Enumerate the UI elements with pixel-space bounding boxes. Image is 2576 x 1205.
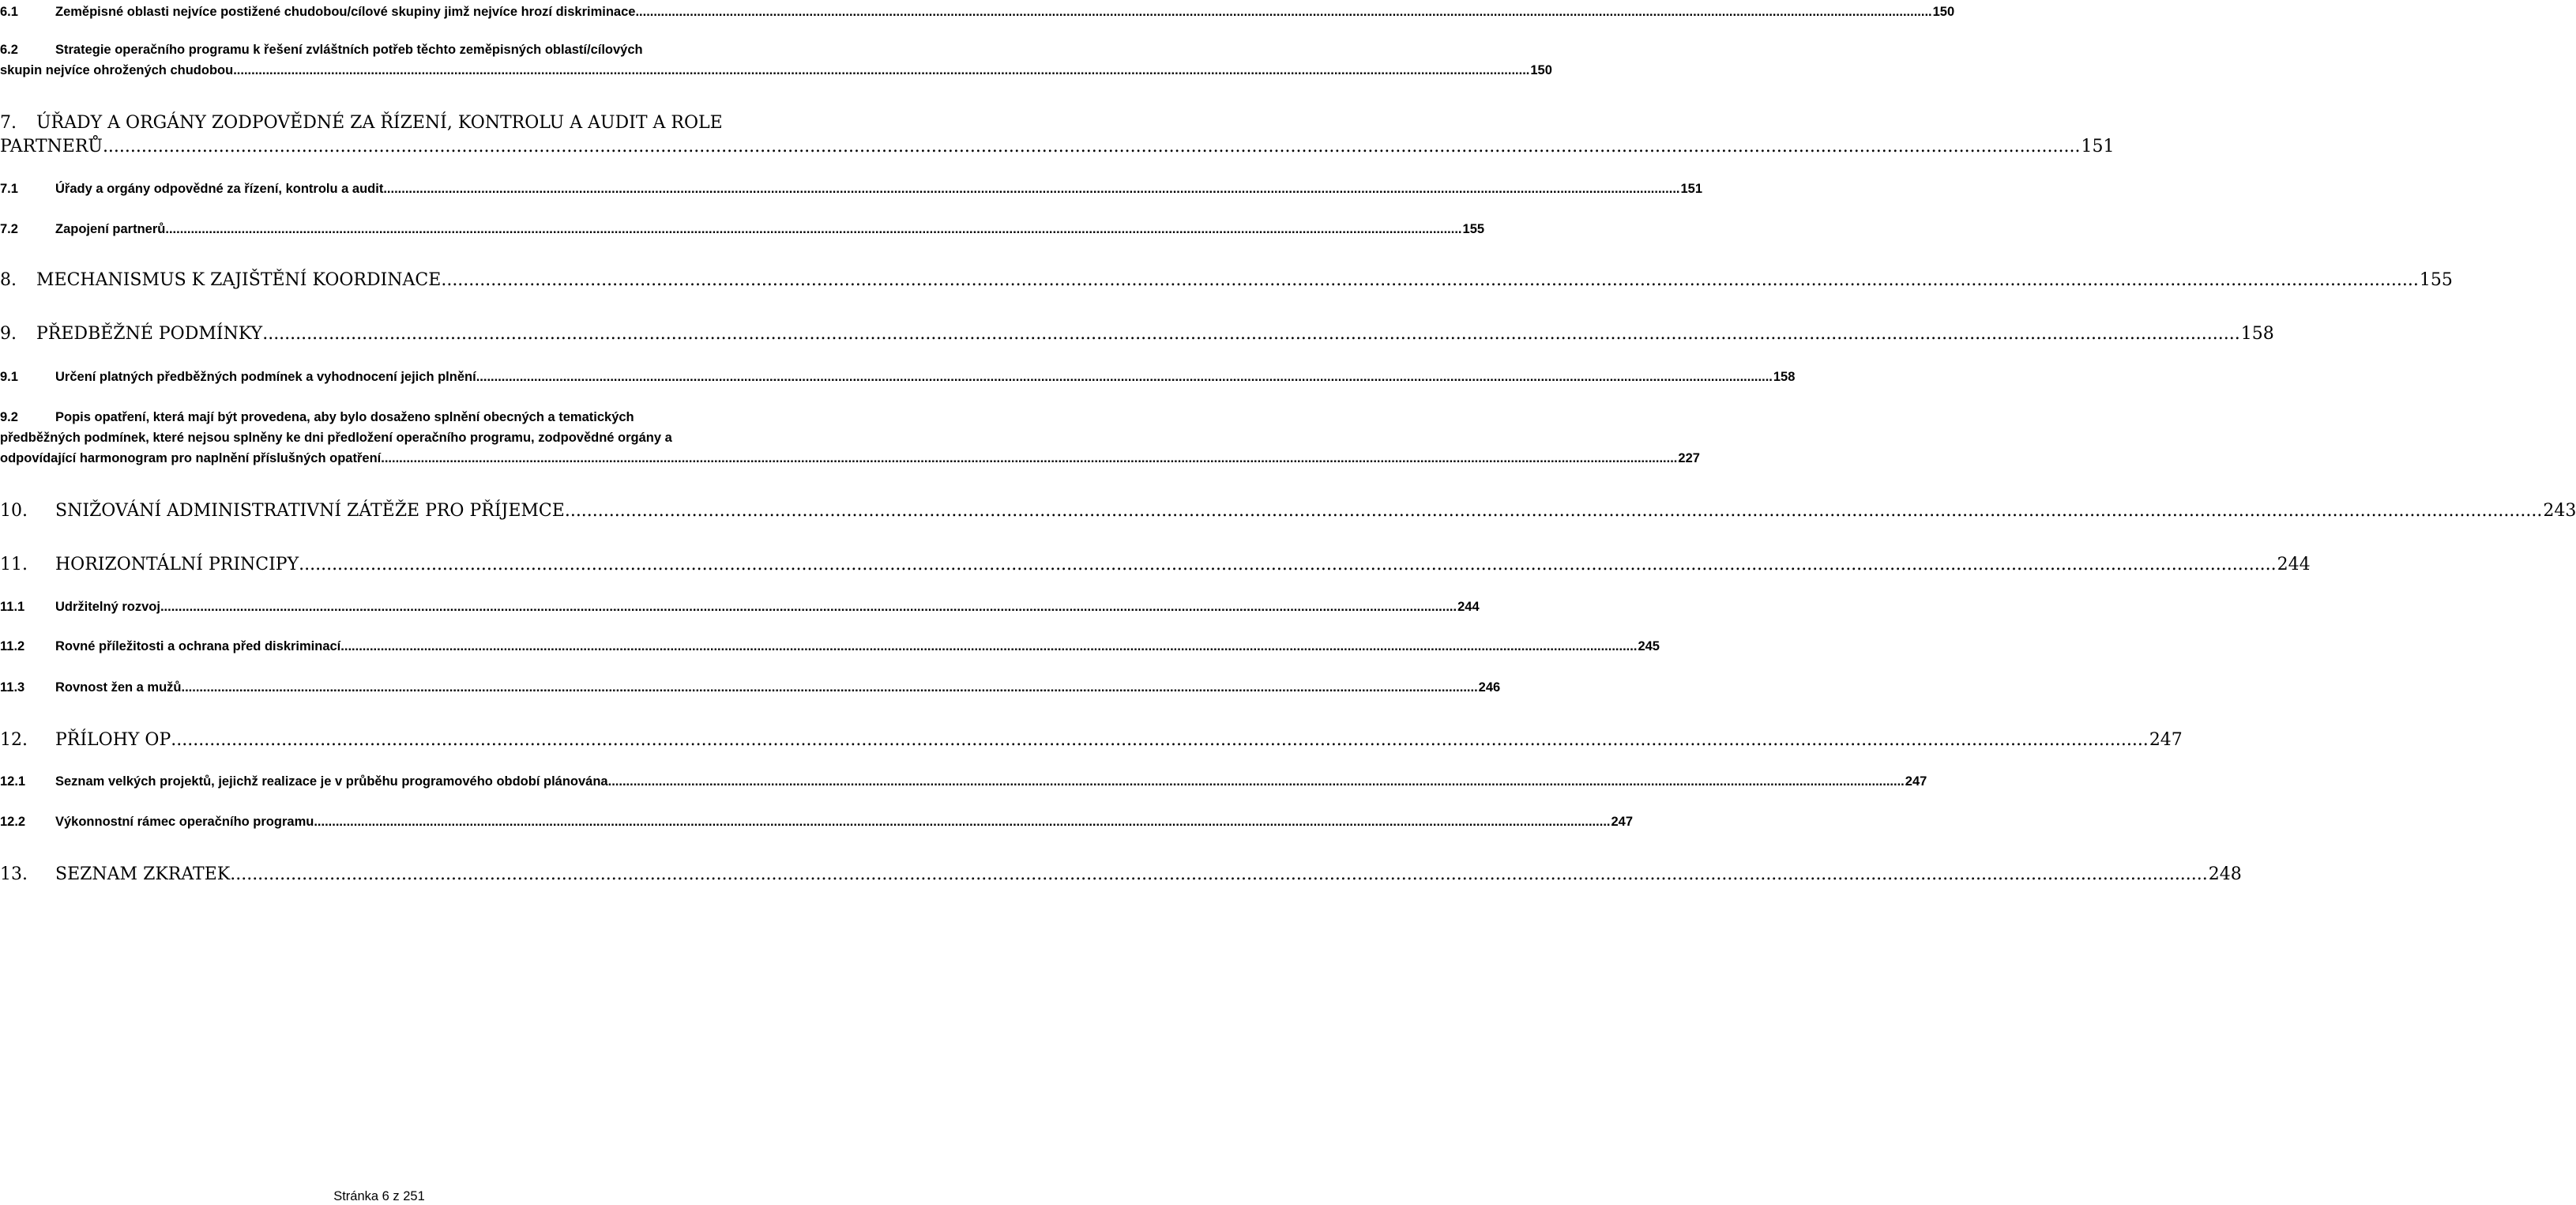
toc-number: 6.2 bbox=[0, 43, 18, 57]
toc-title: Výkonnostní rámec operačního programu bbox=[55, 815, 314, 829]
toc-page: 151 bbox=[2081, 137, 2115, 156]
toc-page: 248 bbox=[2208, 864, 2242, 884]
toc-number: 13. bbox=[0, 864, 28, 884]
toc-entry-11-1[interactable] bbox=[0, 597, 1480, 617]
toc-title: Rovné příležitosti a ochrana před diskriminací bbox=[55, 639, 341, 653]
toc-title: PŘÍLOHY OP bbox=[55, 730, 171, 750]
toc-entry-10[interactable] bbox=[0, 499, 2576, 523]
toc-number: 9. bbox=[0, 324, 17, 344]
toc-title: Zapojení partnerů bbox=[55, 222, 166, 236]
leader-dots bbox=[476, 367, 1773, 387]
toc-title: MECHANISMUS K ZAJIŠTĚNÍ KOORDINACE bbox=[36, 270, 442, 290]
toc-page: 245 bbox=[1638, 639, 1660, 653]
toc-number: 12.2 bbox=[0, 815, 26, 829]
toc-number: 7.1 bbox=[0, 182, 18, 196]
toc-number: 11.1 bbox=[0, 600, 25, 614]
toc-number: 12.1 bbox=[0, 774, 26, 789]
toc-page: 155 bbox=[2419, 270, 2453, 290]
toc-entry-8[interactable] bbox=[0, 269, 2453, 292]
toc-entry-6-2[interactable] bbox=[0, 40, 1552, 81]
leader-dots bbox=[314, 811, 1610, 832]
leader-dots bbox=[565, 499, 2543, 523]
toc-number: 11.3 bbox=[0, 680, 25, 695]
toc-number: 9.2 bbox=[0, 410, 18, 424]
toc-title: PŘEDBĚŽNÉ PODMÍNKY bbox=[36, 324, 263, 344]
toc-page: 227 bbox=[1678, 451, 1700, 465]
leader-dots bbox=[381, 448, 1677, 469]
toc-title-line-2: PARTNERŮ bbox=[0, 137, 103, 156]
leader-dots bbox=[165, 219, 1461, 239]
toc-number: 6.1 bbox=[0, 5, 18, 19]
toc-title: HORIZONTÁLNÍ PRINCIPY bbox=[55, 555, 299, 574]
toc-entry-12-1[interactable] bbox=[0, 771, 1927, 792]
toc-number: 9.1 bbox=[0, 370, 18, 384]
toc-page: 155 bbox=[1462, 222, 1485, 236]
toc-title: Úřady a orgány odpovědné za řízení, kontrolu a audit bbox=[55, 182, 384, 196]
toc-title: Udržitelný rozvoj bbox=[55, 600, 160, 614]
toc-page: 244 bbox=[1457, 600, 1480, 614]
toc-page: 150 bbox=[1932, 5, 1955, 19]
toc-entry-7[interactable] bbox=[0, 111, 2115, 159]
toc-number: 7.2 bbox=[0, 222, 18, 236]
toc-entry-12-2[interactable] bbox=[0, 811, 1634, 832]
toc-number: 11. bbox=[0, 555, 28, 574]
toc-number: 7. bbox=[0, 113, 17, 133]
toc-page: 247 bbox=[1611, 815, 1634, 829]
leader-dots bbox=[441, 269, 2419, 292]
toc-page: 247 bbox=[1905, 774, 1927, 789]
page-footer: Stránka 6 z 251 bbox=[333, 1189, 425, 1203]
toc-page: 150 bbox=[1530, 63, 1552, 77]
toc-entry-7-1[interactable] bbox=[0, 179, 1703, 199]
toc-title: Rovnost žen a mužů bbox=[55, 680, 182, 695]
leader-dots bbox=[299, 553, 2277, 577]
toc-title: Seznam velkých projektů, jejichž realizace je v průběhu programového období plánována bbox=[55, 774, 608, 789]
toc-title: SNIŽOVÁNÍ ADMINISTRATIVNÍ ZÁTĚŽE PRO PŘÍJEMCE bbox=[55, 501, 565, 521]
leader-dots bbox=[340, 636, 1637, 657]
toc-title-line-1: Popis opatření, která mají být provedena, aby bylo dosaženo splnění obecných a tematických bbox=[55, 410, 634, 424]
toc-entry-11-2[interactable] bbox=[0, 636, 1660, 657]
toc-title-line-2: předběžných podmínek, které nejsou splněny ke dni předložení operačního programu, zodpovědné orgány a bbox=[0, 431, 672, 445]
leader-dots bbox=[233, 60, 1529, 81]
toc-entry-9-2[interactable] bbox=[0, 407, 1700, 469]
toc-page: 151 bbox=[1680, 182, 1703, 196]
toc-page: 158 bbox=[1773, 370, 1796, 384]
leader-dots bbox=[608, 771, 1905, 792]
toc-title-line-1: Strategie operačního programu k řešení zvláštních potřeb těchto zeměpisných oblastí/cílových bbox=[55, 43, 643, 57]
toc-number: 8. bbox=[0, 270, 17, 290]
toc-entry-9-1[interactable] bbox=[0, 367, 1796, 387]
toc-page: 246 bbox=[1478, 680, 1501, 695]
leader-dots bbox=[262, 322, 2240, 346]
leader-dots bbox=[230, 863, 2208, 887]
toc-entry-12[interactable] bbox=[0, 729, 2183, 752]
toc-page: 244 bbox=[2277, 555, 2311, 574]
leader-dots bbox=[635, 2, 1931, 22]
toc-entry-11-3[interactable] bbox=[0, 677, 1501, 698]
toc-entry-11[interactable] bbox=[0, 553, 2311, 577]
toc-page: 247 bbox=[2149, 730, 2183, 750]
leader-dots bbox=[160, 597, 1457, 617]
toc-entry-13[interactable] bbox=[0, 863, 2242, 887]
toc-entry-7-2[interactable] bbox=[0, 219, 1485, 239]
toc-title-line-2: skupin nejvíce ohrožených chudobou bbox=[0, 63, 234, 77]
toc-page: 158 bbox=[2240, 324, 2274, 344]
toc-title: Zeměpisné oblasti nejvíce postižené chudobou/cílové skupiny jimž nejvíce hrozí diskriminace bbox=[55, 5, 636, 19]
leader-dots bbox=[182, 677, 1478, 698]
toc-number: 12. bbox=[0, 730, 28, 750]
leader-dots bbox=[383, 179, 1679, 199]
leader-dots bbox=[171, 729, 2149, 752]
toc-number: 10. bbox=[0, 501, 28, 521]
toc-entry-6-1[interactable] bbox=[0, 2, 1955, 22]
toc-number: 11.2 bbox=[0, 639, 25, 653]
toc-title: SEZNAM ZKRATEK bbox=[55, 864, 231, 884]
toc-entry-9[interactable] bbox=[0, 322, 2274, 346]
toc-page: 243 bbox=[2543, 501, 2576, 521]
leader-dots bbox=[103, 135, 2081, 159]
toc-title-line-3: odpovídající harmonogram pro naplnění příslušných opatření bbox=[0, 451, 382, 465]
toc-title-line-1: ÚŘADY A ORGÁNY ZODPOVĚDNÉ ZA ŘÍZENÍ, KONTROLU A AUDIT A ROLE bbox=[36, 113, 723, 133]
toc-title: Určení platných předběžných podmínek a vyhodnocení jejich plnění bbox=[55, 370, 476, 384]
